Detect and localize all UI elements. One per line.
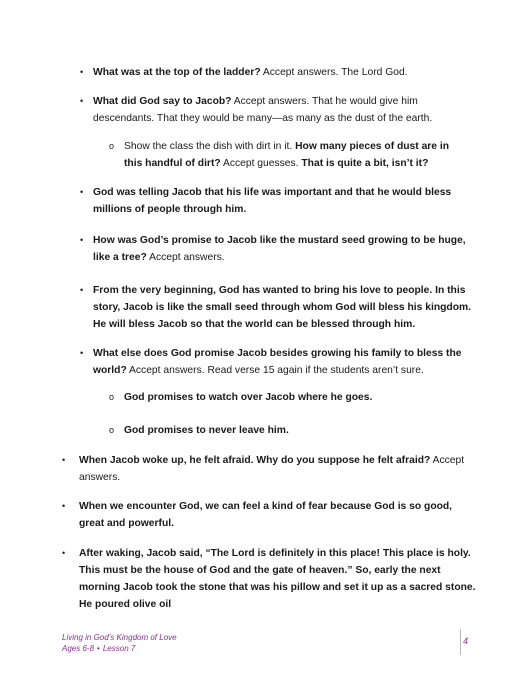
bold-text: What was at the top of the ladder? xyxy=(93,67,261,78)
plain-text: Accept answers. The Lord God. xyxy=(260,67,408,78)
footer xyxy=(62,632,177,654)
bold-text: God promises to never leave him. xyxy=(124,425,289,436)
plain-text: Accept guesses. xyxy=(220,158,302,169)
bullet-icon: • xyxy=(80,67,84,77)
page-number: 4 xyxy=(463,636,469,646)
bullet-icon: • xyxy=(62,501,66,511)
circle-bullet-icon: o xyxy=(109,141,115,151)
list-item xyxy=(109,138,454,172)
bullet-icon: • xyxy=(80,348,84,358)
list-item-text xyxy=(93,232,473,266)
list-item-text xyxy=(93,64,473,81)
plain-text: Accept answers. Read verse 15 again if the students aren’t sure. xyxy=(126,365,424,376)
footer-subtitle xyxy=(62,643,177,654)
footer-bullet: • xyxy=(97,644,100,653)
circle-bullet-icon: o xyxy=(109,425,115,435)
list-item xyxy=(80,93,473,127)
bold-text: After waking, Jacob said, “The Lord is definitely in this place! This place is holy. This must be the house of God and the gate of heaven.” So, early the next morning Jacob took the stone that was his pillow and set it up as a sacred stone. He poured olive oil xyxy=(79,548,476,610)
plain-text: Accept answers. xyxy=(146,252,225,263)
list-item xyxy=(80,184,473,218)
bold-text: That is quite a bit, isn’t it? xyxy=(301,158,429,169)
bold-text: From the very beginning, God has wanted to bring his love to people. In this story, Jacob is like the small seed through whom God will bless his kingdom. He will bless Jacob so that the world can be blessed through him. xyxy=(93,285,472,330)
bullet-icon: • xyxy=(80,96,84,106)
bullet-icon: • xyxy=(62,548,66,558)
bold-text: When we encounter God, we can feel a kind of fear because God is so good, great and powerful. xyxy=(79,501,453,529)
bold-text: How many pieces of dust are in this handful of dirt? xyxy=(124,141,450,169)
footer-title: Living in God’s Kingdom of Love xyxy=(62,633,177,642)
list-item xyxy=(109,422,454,439)
list-item-text xyxy=(79,452,479,486)
bullet-icon: • xyxy=(80,187,84,197)
list-item-text xyxy=(124,389,454,406)
list-item xyxy=(62,498,479,532)
list-item-text xyxy=(93,184,473,218)
bullet-icon: • xyxy=(80,235,84,245)
bold-text: When Jacob woke up, he felt afraid. Why do you suppose he felt afraid? xyxy=(79,455,431,466)
list-item-text xyxy=(79,545,479,613)
list-item xyxy=(80,345,473,379)
footer-lesson: Lesson 7 xyxy=(102,644,136,653)
list-item xyxy=(80,282,473,333)
bullet-icon: • xyxy=(80,285,84,295)
plain-text: Accept answers. That he would give him descendants. That they would be many—as many as the dust of the earth. xyxy=(93,96,433,124)
bold-text: What did God say to Jacob? xyxy=(93,96,232,107)
list-item-text xyxy=(79,498,479,532)
bold-text: God promises to watch over Jacob where he goes. xyxy=(124,392,373,403)
list-item xyxy=(109,389,454,406)
bold-text: What else does God promise Jacob besides growing his family to bless the world? xyxy=(93,348,462,376)
list-item-text xyxy=(93,93,473,127)
list-item xyxy=(62,545,479,613)
bullet-icon: • xyxy=(62,455,66,465)
plain-text: Show the class the dish with dirt in it. xyxy=(124,141,296,152)
plain-text: Accept answers. xyxy=(79,455,465,483)
list-item xyxy=(80,64,473,81)
footer-ages: Ages 6-8 xyxy=(62,644,95,653)
list-item-text xyxy=(93,282,473,333)
list-item-text xyxy=(93,345,473,379)
list-item xyxy=(62,452,479,486)
circle-bullet-icon: o xyxy=(109,392,115,402)
bold-text: How was God’s promise to Jacob like the mustard seed growing to be huge, like a tree? xyxy=(93,235,466,263)
list-item-text xyxy=(124,138,454,172)
list-item xyxy=(80,232,473,266)
bold-text: God was telling Jacob that his life was important and that he would bless millions of people through him. xyxy=(93,187,452,215)
list-item-text xyxy=(124,422,454,439)
footer-divider xyxy=(460,629,461,655)
